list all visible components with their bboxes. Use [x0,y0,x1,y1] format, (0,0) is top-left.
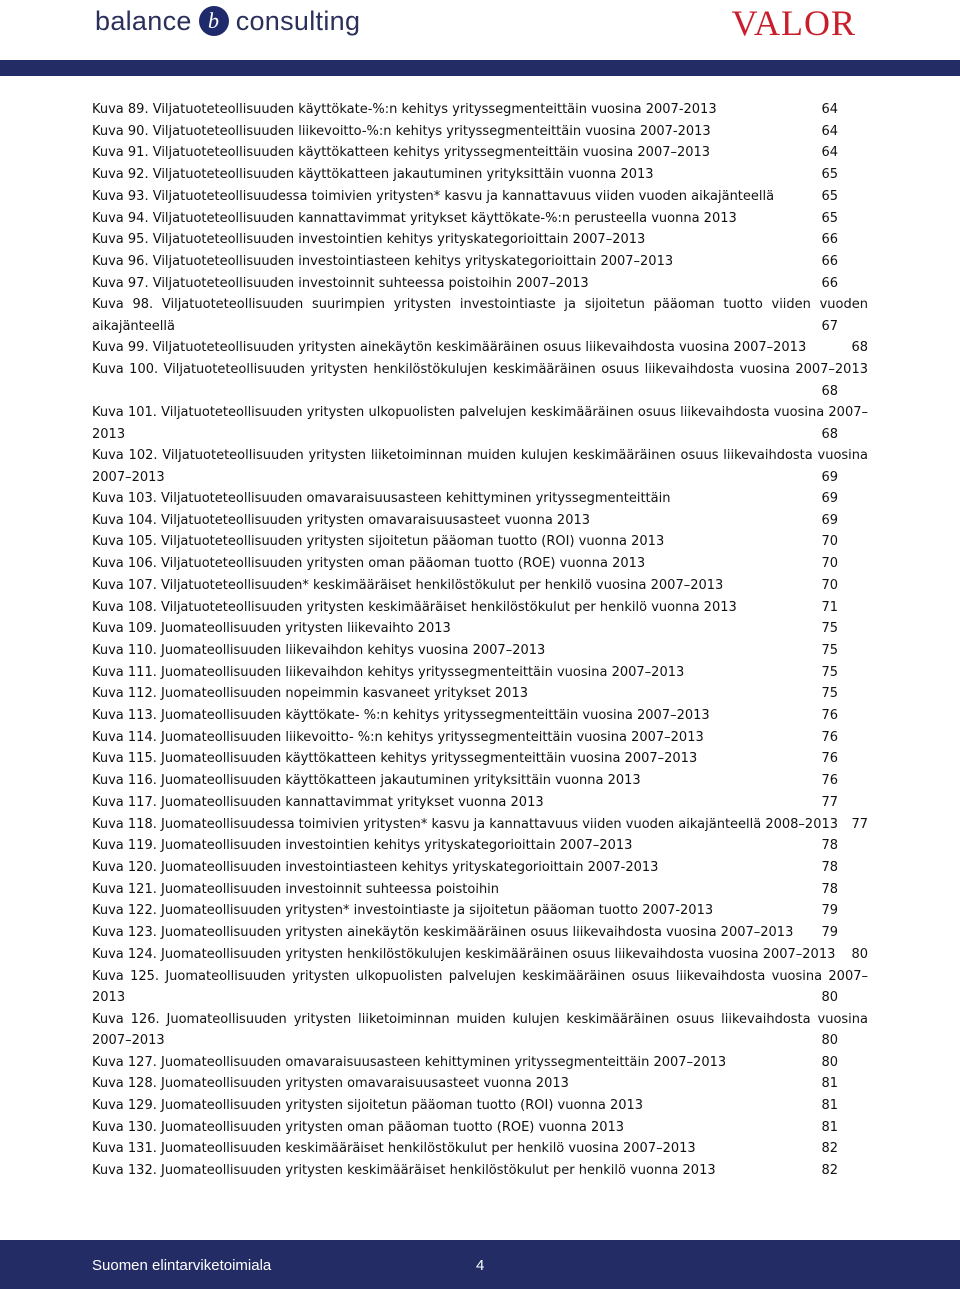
toc-entry [92,531,868,553]
toc-entry [92,835,868,857]
toc-page-number: 65 [821,167,838,183]
balance-consulting-logo [95,4,360,38]
toc-page-number: 76 [821,751,838,767]
toc-entry [92,445,868,488]
toc-entry [92,640,868,662]
toc-page-number: 70 [821,577,838,593]
toc-entry [92,142,868,164]
toc-entry [92,337,868,359]
toc-page-number: 75 [821,686,838,702]
logo-b-icon: b [199,6,229,36]
toc-page-number: 81 [821,1119,838,1135]
toc-entry [92,705,868,727]
toc-page-number: 78 [821,881,838,897]
toc-entry-text: Kuva 104. Viljatuoteteollisuuden yritysten omavaraisuusasteet vuonna 2013 [92,512,591,528]
toc-page-number: 70 [821,556,838,572]
toc-page-number: 68 [821,426,838,442]
toc-entry-text: Kuva 102. Viljatuoteteollisuuden yritysten liiketoiminnan muiden kulujen keskimääräinen osuus liikevaihdosta vuosina [92,448,868,464]
toc-entry-text: Kuva 107. Viljatuoteteollisuuden* keskimääräiset henkilöstökulut per henkilö vuosina 2007–2013 [92,577,724,593]
toc-entry-text: Kuva 96. Viljatuoteteollisuuden investointiasteen kehitys yrityskategorioittain 2007–2013 [92,253,674,269]
toc-page-number: 81 [821,1076,838,1092]
toc-page-number: 68 [821,383,838,399]
toc-page-number: 64 [821,123,838,139]
toc-entry [92,727,868,749]
toc-page-number: 66 [821,275,838,291]
toc-page-number: 82 [821,1163,838,1179]
header-bar [0,60,960,76]
toc-entry [92,597,868,619]
toc-entry [92,121,868,143]
toc-page-number: 68 [851,340,868,356]
toc-page-number: 75 [821,664,838,680]
toc-entry [92,1095,868,1117]
toc-entry-text: Kuva 89. Viljatuoteteollisuuden käyttökate-%:n kehitys yrityssegmenteittäin vuosina 2007-2013 [92,102,717,117]
toc-page-number: 70 [821,534,838,550]
toc-entry [92,251,868,273]
toc-entry-text: Kuva 109. Juomateollisuuden yritysten liikevaihto 2013 [92,621,451,637]
valor-logo: VALOR [731,3,856,43]
toc-page-number: 76 [821,729,838,745]
toc-entry-text: Kuva 116. Juomateollisuuden käyttökatteen jakautuminen yrityksittäin vuonna 2013 [92,773,641,789]
toc-entry [92,879,868,901]
toc-entry-text: Kuva 131. Juomateollisuuden keskimääräiset henkilöstökulut per henkilö vuosina 2007–2013 [92,1141,696,1157]
toc-entry-text: Kuva 99. Viljatuoteteollisuuden yritysten ainekäytön keskimääräinen osuus liikevaihdosta vuosina 2007–2013 [92,340,807,356]
toc-entry-text: Kuva 90. Viljatuoteteollisuuden liikevoitto-%:n kehitys yrityssegmenteittäin vuosina 2007-2013 [92,123,711,139]
toc-entry [92,748,868,770]
page-footer [0,1240,960,1289]
toc-page-number: 80 [821,990,838,1005]
toc-page-number: 76 [821,773,838,789]
toc-entry [92,294,868,337]
toc-entry [92,683,868,705]
toc-page-number: 64 [821,102,838,117]
toc-entry-text: Kuva 108. Viljatuoteteollisuuden yritysten keskimääräiset henkilöstökulut per henkilö vuonna 2013 [92,599,737,615]
toc-entry [92,814,868,836]
toc-entry-text-cont: 2013 [92,990,126,1005]
toc-entry [92,1052,868,1074]
toc-page-number: 66 [821,253,838,269]
toc-entry-text: Kuva 106. Viljatuoteteollisuuden yritysten oman pääoman tuotto (ROE) vuonna 2013 [92,556,646,572]
toc-entry [92,1009,868,1052]
toc-entry-text: Kuva 129. Juomateollisuuden yritysten sijoitetun pääoman tuotto (ROI) vuonna 2013 [92,1097,644,1113]
toc-entry-text: Kuva 115. Juomateollisuuden käyttökatteen kehitys yrityssegmenteittäin vuosina 2007–2013 [92,751,698,767]
toc-entry-text-cont: 2007–2013 [92,1033,165,1048]
toc-entry-text: Kuva 122. Juomateollisuuden yritysten* investointiaste ja sijoitetun pääoman tuotto 2007-2013 [92,903,714,919]
toc-entry-text: Kuva 130. Juomateollisuuden yritysten oman pääoman tuotto (ROE) vuonna 2013 [92,1119,625,1135]
logo-text-balance: balance [95,5,192,36]
toc-entry-text-cont: aikajänteellä [92,318,175,334]
toc-entry-text: Kuva 125. Juomateollisuuden yritysten ulkopuolisten palvelujen keskimääräinen osuus liikevaihdosta vuosina 2007– [92,968,868,984]
toc-page-number: 77 [851,816,868,832]
toc-page-number: 69 [821,491,838,507]
footer-page-number: 4 [476,1257,485,1274]
toc-page-number: 65 [821,188,838,204]
toc-entry-text: Kuva 93. Viljatuoteteollisuudessa toimivien yritysten* kasvu ja kannattavuus viiden vuoden aikajänteellä [92,188,775,204]
toc-page-number: 71 [821,599,838,615]
toc-entry [92,1117,868,1139]
toc-entry-text: Kuva 121. Juomateollisuuden investoinnit suhteessa poistoihin [92,881,500,897]
toc-page-number: 80 [821,1054,838,1070]
toc-page-number: 79 [821,925,838,941]
page-header [0,0,960,76]
toc-entry [92,1073,868,1095]
toc-entry-text-cont: 2007–2013 [92,469,165,485]
toc-entry-text: Kuva 98. Viljatuoteteollisuuden suurimpien yritysten investointiaste ja sijoitetun pääoman tuotto viiden vuoden [92,297,868,313]
toc-entry-text-cont: 2013 [92,426,126,442]
toc-entry-text: Kuva 128. Juomateollisuuden yritysten omavaraisuusasteet vuonna 2013 [92,1076,569,1092]
toc-entry [92,900,868,922]
toc-entry-text: Kuva 91. Viljatuoteteollisuuden käyttökatteen kehitys yrityssegmenteittäin vuosina 2007–2013 [92,145,711,161]
toc-page-number: 75 [821,621,838,637]
toc-entry [92,618,868,640]
toc-entry-text: Kuva 113. Juomateollisuuden käyttökate- %:n kehitys yrityssegmenteittäin vuosina 2007–2013 [92,708,710,724]
toc-page-number: 66 [821,232,838,248]
toc-page-number: 65 [821,210,838,226]
logo-text-consulting: consulting [235,5,361,36]
toc-entry [92,229,868,251]
toc-entry [92,186,868,208]
toc-entry-text: Kuva 100. Viljatuoteteollisuuden yritysten henkilöstökulujen keskimääräinen osuus liikevaihdosta vuosina 2007–2013 [92,362,868,378]
toc-entry [92,792,868,814]
toc-entry [92,770,868,792]
toc-page-number: 81 [821,1097,838,1113]
toc-entry [92,359,868,402]
figure-list [92,99,868,1182]
toc-entry [92,857,868,879]
toc-entry-text: Kuva 120. Juomateollisuuden investointiasteen kehitys yrityskategorioittain 2007-2013 [92,859,659,875]
toc-page-number: 75 [821,642,838,658]
toc-entry [92,1138,868,1160]
toc-entry-text: Kuva 114. Juomateollisuuden liikevoitto- %:n kehitys yrityssegmenteittäin vuosina 2007–2013 [92,729,704,745]
toc-page-number: 78 [821,838,838,854]
toc-entry [92,944,868,966]
toc-entry-text: Kuva 132. Juomateollisuuden yritysten keskimääräiset henkilöstökulut per henkilö vuonna 2013 [92,1163,716,1179]
toc-entry [92,966,868,1009]
toc-entry-text: Kuva 124. Juomateollisuuden yritysten henkilöstökulujen keskimääräinen osuus liikevaihdosta vuosina 2007–2013 [92,946,836,962]
toc-page-number: 78 [821,859,838,875]
toc-entry-text: Kuva 119. Juomateollisuuden investointien kehitys yrityskategorioittain 2007–2013 [92,838,633,854]
toc-page-number: 79 [821,903,838,919]
toc-entry-text: Kuva 126. Juomateollisuuden yritysten liiketoiminnan muiden kulujen keskimääräinen osuus liikevaihdosta vuosina [92,1011,868,1027]
toc-entry-text: Kuva 111. Juomateollisuuden liikevaihdon kehitys yrityssegmenteittäin vuosina 2007–2013 [92,664,685,680]
toc-page-number: 64 [821,145,838,161]
toc-entry-text: Kuva 97. Viljatuoteteollisuuden investoinnit suhteessa poistoihin 2007–2013 [92,275,589,291]
toc-entry-text: Kuva 127. Juomateollisuuden omavaraisuusasteen kehittyminen yrityssegmenteittäin 2007–2013 [92,1054,727,1070]
footer-title: Suomen elintarviketoimiala [92,1257,272,1274]
toc-entry [92,510,868,532]
toc-page-number: 77 [821,794,838,810]
toc-entry-text: Kuva 110. Juomateollisuuden liikevaihdon kehitys vuosina 2007–2013 [92,642,546,658]
toc-entry [92,402,868,445]
toc-entry [92,1160,868,1182]
toc-entry-text: Kuva 94. Viljatuoteteollisuuden kannattavimmat yritykset käyttökate-%:n perusteella vuonna 2013 [92,210,737,226]
toc-entry [92,553,868,575]
toc-page-number: 69 [821,512,838,528]
toc-entry-text: Kuva 101. Viljatuoteteollisuuden yritysten ulkopuolisten palvelujen keskimääräinen osuus liikevaihdosta vuosina 2007– [92,405,868,421]
toc-entry-text: Kuva 117. Juomateollisuuden kannattavimmat yritykset vuonna 2013 [92,794,544,810]
toc-page-number: 80 [851,946,868,962]
toc-page-number: 69 [821,469,838,485]
toc-entry [92,208,868,230]
toc-page-number: 80 [821,1033,838,1048]
toc-entry-text: Kuva 118. Juomateollisuudessa toimivien yritysten* kasvu ja kannattavuus viiden vuoden aikajänteellä 2008–2013 [92,816,839,832]
toc-entry-text: Kuva 103. Viljatuoteteollisuuden omavaraisuusasteen kehittyminen yrityssegmenteittäin [92,491,671,507]
toc-entry [92,273,868,295]
toc-entry [92,922,868,944]
toc-entry-text: Kuva 112. Juomateollisuuden nopeimmin kasvaneet yritykset 2013 [92,686,528,702]
toc-page-number: 82 [821,1141,838,1157]
toc-entry-text: Kuva 123. Juomateollisuuden yritysten ainekäytön keskimääräinen osuus liikevaihdosta vuosina 2007–2013 [92,925,794,941]
toc-page-number: 67 [821,318,838,334]
toc-entry [92,99,868,121]
toc-page-number: 76 [821,708,838,724]
toc-entry [92,575,868,597]
toc-entry [92,662,868,684]
toc-entry [92,164,868,186]
toc-entry-text: Kuva 105. Viljatuoteteollisuuden yritysten sijoitetun pääoman tuotto (ROI) vuonna 2013 [92,534,665,550]
toc-entry-text: Kuva 95. Viljatuoteteollisuuden investointien kehitys yrityskategorioittain 2007–2013 [92,232,646,248]
toc-entry-text: Kuva 92. Viljatuoteteollisuuden käyttökatteen jakautuminen yrityksittäin vuonna 2013 [92,167,654,183]
toc-entry [92,488,868,510]
